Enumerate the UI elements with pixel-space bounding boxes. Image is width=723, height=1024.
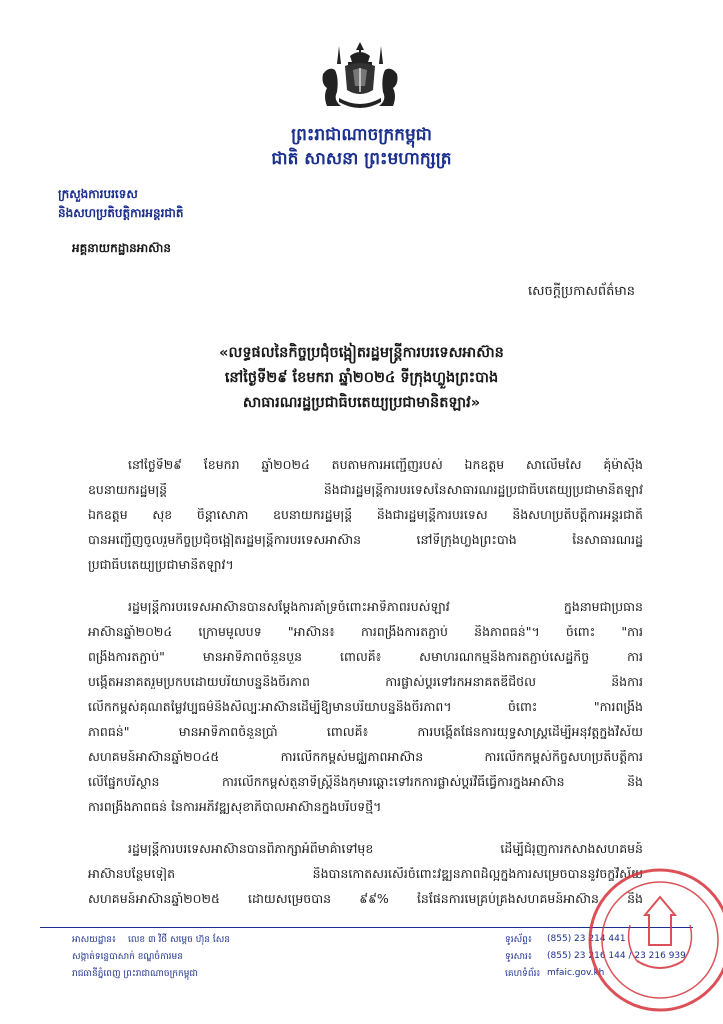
paragraph-line: រដ្ឋមន្ត្រីការបរទេសអាស៊ានបានសម្តែងការគាំទ្រចំពោះអាទិភាពរបស់ឡាវ ក្នុងនាមជាប្រធាន xyxy=(128,600,643,614)
fax-label: ទូរសារ៖ xyxy=(505,952,532,962)
website-link[interactable]: mfaic.gov.kh xyxy=(547,968,605,978)
address-line: រាជធានីភ្នំពេញ ព្រះរាជាណាចក្រកម្ពុជា xyxy=(72,969,198,979)
title-line: នៅថ្ងៃទី២៩ ខែមករា ឆ្នាំ២០២៤ ទីក្រុងហ្លួងព្រះបាង xyxy=(224,370,499,386)
paragraph-line: លើផ្នែកបរិស្ថាន ការលើកកម្ពស់តួនាទីស្ត្រីនិងកុមារឆ្ពោះទៅរកការផ្លាស់ប្តូរវិធីធ្វើការក្នុងអាស៊ាន និង xyxy=(88,775,643,789)
paragraph-line: ភាពធន់" មានអាទិភាពចំនួនប្រាំ ពោលគឺ៖ ការបង្កើតផែនការយុទ្ធសាស្ត្រដើម្បីអនុវត្តក្នុងវិស័យ xyxy=(88,725,643,739)
paragraph-line: បង្កើតអនាគតរួមប្រកបដោយបរិយាបន្ននិងចីរភាព ការផ្លាស់ប្តូរទៅរកអនាគតឌីជីថល និងការ xyxy=(88,675,643,689)
paragraph-line: ប្រជាធិបតេយ្យប្រជាមានិតឡាវ។ xyxy=(88,558,234,572)
address-line: លេខ ៣ វិថី សម្តេច ហ៊ុន សែន xyxy=(128,935,230,945)
fax-value: (855) 23 216 144 / 23 216 939 xyxy=(547,951,686,961)
department-name: អគ្គនាយកដ្ឋានអាស៊ាន xyxy=(72,241,172,255)
phone-label: ទូរស័ព្ទ៖ xyxy=(505,935,532,945)
paragraph-line: បានអញ្ជើញចូលរួមកិច្ចប្រជុំចង្អៀតរដ្ឋមន្ត្រីការបរទេសអាស៊ាន នៅទីក្រុងហ្លួងព្រះបាង នៃសាធារណរដ្ឋ xyxy=(88,533,643,547)
paragraph-line: នៅថ្ងៃទី២៩ ខែមករា ឆ្នាំ២០២៤ តបតាមការអញ្ជើញរបស់ ឯកឧត្តម សាលើមសៃ គុំម៉ាស៊ីង xyxy=(128,458,643,472)
address-label: អាសយដ្ឋាន៖ xyxy=(72,935,116,945)
national-motto: ជាតិ សាសនា ព្រះមហាក្សត្រ xyxy=(271,149,452,169)
ministry-name-line2: និងសហប្រតិបត្តិការអន្តរជាតិ xyxy=(58,206,184,220)
paragraph-line: ការពង្រឹងភាពធន់ នៃការអភិវឌ្ឍសុខាភិបាលអាស៊ានក្នុងបរិបទថ្មី។ xyxy=(88,800,382,814)
paragraph-line: អាស៊ានបន្ថែមទៀត និងបានកោតសរសើរចំពោះវឌ្ឍនភាពដ៏ល្អក្នុងការសម្រេចបាននូវចក្ខុវិស័យ xyxy=(88,867,643,881)
paragraph-line: ឯកឧត្តម សុខ ចិន្តាសោភា ឧបនាយករដ្ឋមន្ត្រី និងជារដ្ឋមន្ត្រីការបរទេស និងសហប្រតិបត្តិការអន្តរជាតិ xyxy=(88,508,643,522)
address-line: សង្កាត់ទន្លេបាសាក់ ខណ្ឌចំការមន xyxy=(72,952,183,962)
paragraph-line: លើកកម្ពស់គុណតម្លៃវប្បធម៌និងសិល្បៈអាស៊ានដើម្បីឱ្យមានបរិយាបន្ននិងចីរភាព។ ចំពោះ "ការពង្រឹង xyxy=(88,700,643,714)
paragraph-line: ឧបនាយករដ្ឋមន្ត្រី និងជារដ្ឋមន្ត្រីការបរទេសនៃសាធារណរដ្ឋប្រជាធិបតេយ្យប្រជាមានិតឡាវ xyxy=(88,483,643,497)
paragraph-line: រដ្ឋមន្ត្រីការបរទេសអាស៊ានបានពិភាក្សាអំពីមាគ៌ាទៅមុខ ដើម្បីជំរុញការកសាងសហគមន៍ xyxy=(128,842,643,856)
paragraph-line: ពង្រឹងការតភ្ជាប់" មានអាទិភាពចំនួនបួន ពោលគឺ៖ សមាហរណកម្មនិងការតភ្ជាប់សេដ្ឋកិច្ច ការ xyxy=(88,650,643,664)
title-line: «លទ្ធផលនៃកិច្ចប្រជុំចង្អៀតរដ្ឋមន្ត្រីការបរទេសអាស៊ាន xyxy=(219,345,504,361)
kingdom-name: ព្រះរាជាណាចក្រកម្ពុជា xyxy=(291,125,432,145)
paragraph-line: អាស៊ានឆ្នាំ២០២៤ ក្រោមមូលបទ "អាស៊ាន៖ ការពង្រឹងការតភ្ជាប់ និងភាពធន់"។ ចំពោះ "ការ xyxy=(88,625,643,639)
phone-value: (855) 23 214 441 xyxy=(547,934,626,944)
official-seal-stamp xyxy=(585,865,723,1015)
website-label: គេហទំព័រ៖ xyxy=(505,969,541,979)
title-line: សាធារណរដ្ឋប្រជាធិបតេយ្យប្រជាមានិតឡាវ» xyxy=(242,395,481,411)
paragraph-line: សហគមន៍អាស៊ានឆ្នាំ២០២៥ ដោយសម្រេចបាន ៩៩% នៃផែនការមេគ្រប់គ្រងសហគមន៍អាស៊ាន និង xyxy=(88,892,643,906)
royal-emblem xyxy=(315,40,405,112)
ministry-name-line1: ក្រសួងការបរទេស xyxy=(58,187,138,201)
paragraph-line: សហគមន៍អាស៊ានឆ្នាំ២០៤៥ ការលើកកម្ពស់មជ្ឈភាពអាស៊ាន ការលើកកម្ពស់កិច្ចសហប្រតិបត្តិការ xyxy=(88,750,643,764)
document-type-label: សេចក្តីប្រកាសព័ត៌មាន xyxy=(527,284,635,299)
